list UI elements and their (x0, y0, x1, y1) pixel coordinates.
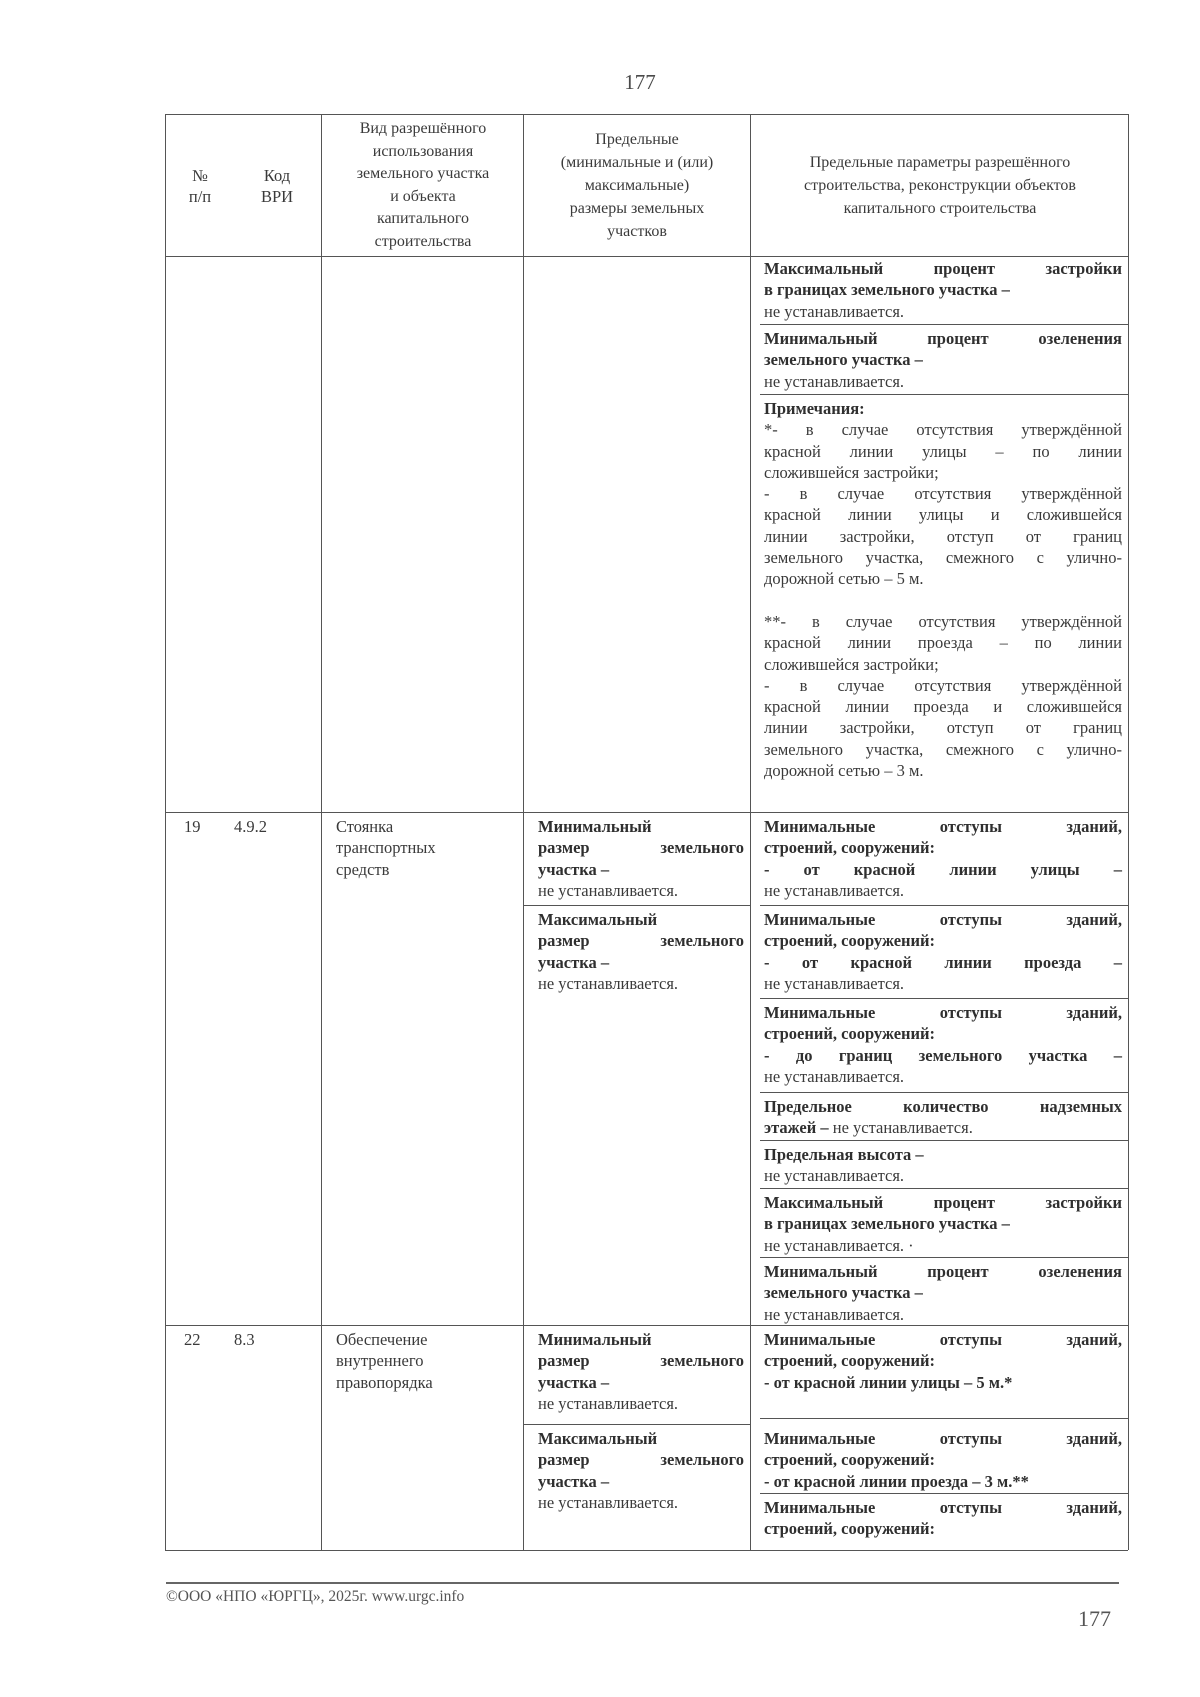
row19-param-green-pct: Минимальный процент озеленения земельного участка – не устанавливается. (764, 1262, 1122, 1324)
row19-top-line (165, 812, 1128, 813)
param-line (760, 1418, 1128, 1419)
param-line (760, 1092, 1128, 1093)
row19-name: Стоянка транспортных средств (336, 817, 436, 879)
header-code: Код ВРИ (260, 166, 294, 207)
page-number-bottom: 177 (1078, 1606, 1111, 1631)
row19-min-size: Минимальный размер земельного участка – не устанавливается. (538, 817, 744, 900)
table-border-bottom (165, 1550, 1128, 1551)
row22-top-line (165, 1325, 1128, 1326)
row19-param-build-pct: Максимальный процент застройки в границах земельного участка – не устанавливается. · (764, 1193, 1122, 1255)
row22-name: Обеспечение внутреннего правопорядка (336, 1330, 433, 1392)
col-divider-sizes (750, 114, 751, 1550)
header-bottom-line (165, 256, 1128, 257)
row19-code: 4.9.2 (234, 817, 267, 836)
cont-build-pct: Максимальный процент застройки в границах земельного участка – не устанавливается. (764, 259, 1122, 321)
param-line (760, 394, 1128, 395)
header-params: Предельные параметры разрешённого строительства, реконструкции объектов капитального строительства (804, 154, 1076, 217)
header-sizes: Предельные (минимальные и (или) максимальные) размеры земельных участков (560, 131, 714, 240)
footer-divider (166, 1582, 1119, 1584)
row22-param-setback-street: Минимальные отступы зданий, строений, сооружений: - от красной линии улицы – 5 м.* (764, 1330, 1122, 1392)
row22-size-split (523, 1424, 750, 1425)
col-divider-use (523, 114, 524, 1550)
row22-code: 8.3 (234, 1330, 255, 1349)
table-border-top (165, 114, 1128, 115)
row19-size-split (523, 905, 750, 906)
row22-num: 22 (184, 1330, 201, 1349)
col-divider-code (321, 114, 322, 1550)
param-line (760, 905, 1128, 906)
table-border-right (1128, 114, 1129, 1550)
table-border-left (165, 114, 166, 1550)
row22-max-size: Максимальный размер земельного участка – не устанавливается. (538, 1429, 744, 1512)
footer-copyright: ©ООО «НПО «ЮРГЦ», 2025г. www.urgc.info (166, 1588, 465, 1605)
param-line (760, 1188, 1128, 1189)
row19-param-setback-street: Минимальные отступы зданий, строений, сооружений: - от красной линии улицы – не устанавливается. (764, 817, 1122, 900)
row19-num: 19 (184, 817, 201, 836)
row22-min-size: Минимальный размер земельного участка – не устанавливается. (538, 1330, 744, 1413)
row19-param-setback-boundary: Минимальные отступы зданий, строений, сооружений: - до границ земельного участка – не устанавливается. (764, 1003, 1122, 1086)
cont-green-pct: Минимальный процент озеленения земельного участка – не устанавливается. (764, 329, 1122, 391)
param-line (760, 1493, 1128, 1494)
page-number-top: 177 (624, 70, 656, 94)
row22-param-setback-passage: Минимальные отступы зданий, строений, сооружений: - от красной линии проезда – 3 м.** (764, 1429, 1122, 1491)
row19-max-size: Максимальный размер земельного участка – не устанавливается. (538, 910, 744, 993)
param-line (760, 1257, 1128, 1258)
row22-param-setback-boundary: Минимальные отступы зданий, строений, сооружений: (764, 1498, 1122, 1539)
param-line (760, 1140, 1128, 1141)
header-use-type: Вид разрешённого использования земельного участка и объекта капитального строительства (356, 120, 490, 250)
header-num: № п/п (188, 166, 212, 207)
cont-notes: Примечания: *- в случае отсутствия утверждённой красной линии улицы – по линии сложившейся застройки; - в случае отсутствия утверждённой красной линии улицы и сложившейся линии застройки, отступ от границ земельного участка, смежного с улично- дорожной сетью – 5 м. **- в случае отсутствия утверждённой красной линии проезда – по линии сложившейся застройки; - в случае отсутствия утверждённой красной линии проезда и сложившейся линии застройки, отступ от границ земельного участка, смежного с улично- дорожной сетью – 3 м. (764, 399, 1122, 781)
param-line (760, 998, 1128, 999)
row19-param-height: Предельная высота – не устанавливается. (764, 1145, 924, 1186)
row19-param-floors: Предельное количество надземных этажей – не устанавливается. (764, 1097, 1122, 1138)
row19-param-setback-passage: Минимальные отступы зданий, строений, сооружений: - от красной линии проезда – не устанавливается. (764, 910, 1122, 993)
param-line (760, 324, 1128, 325)
